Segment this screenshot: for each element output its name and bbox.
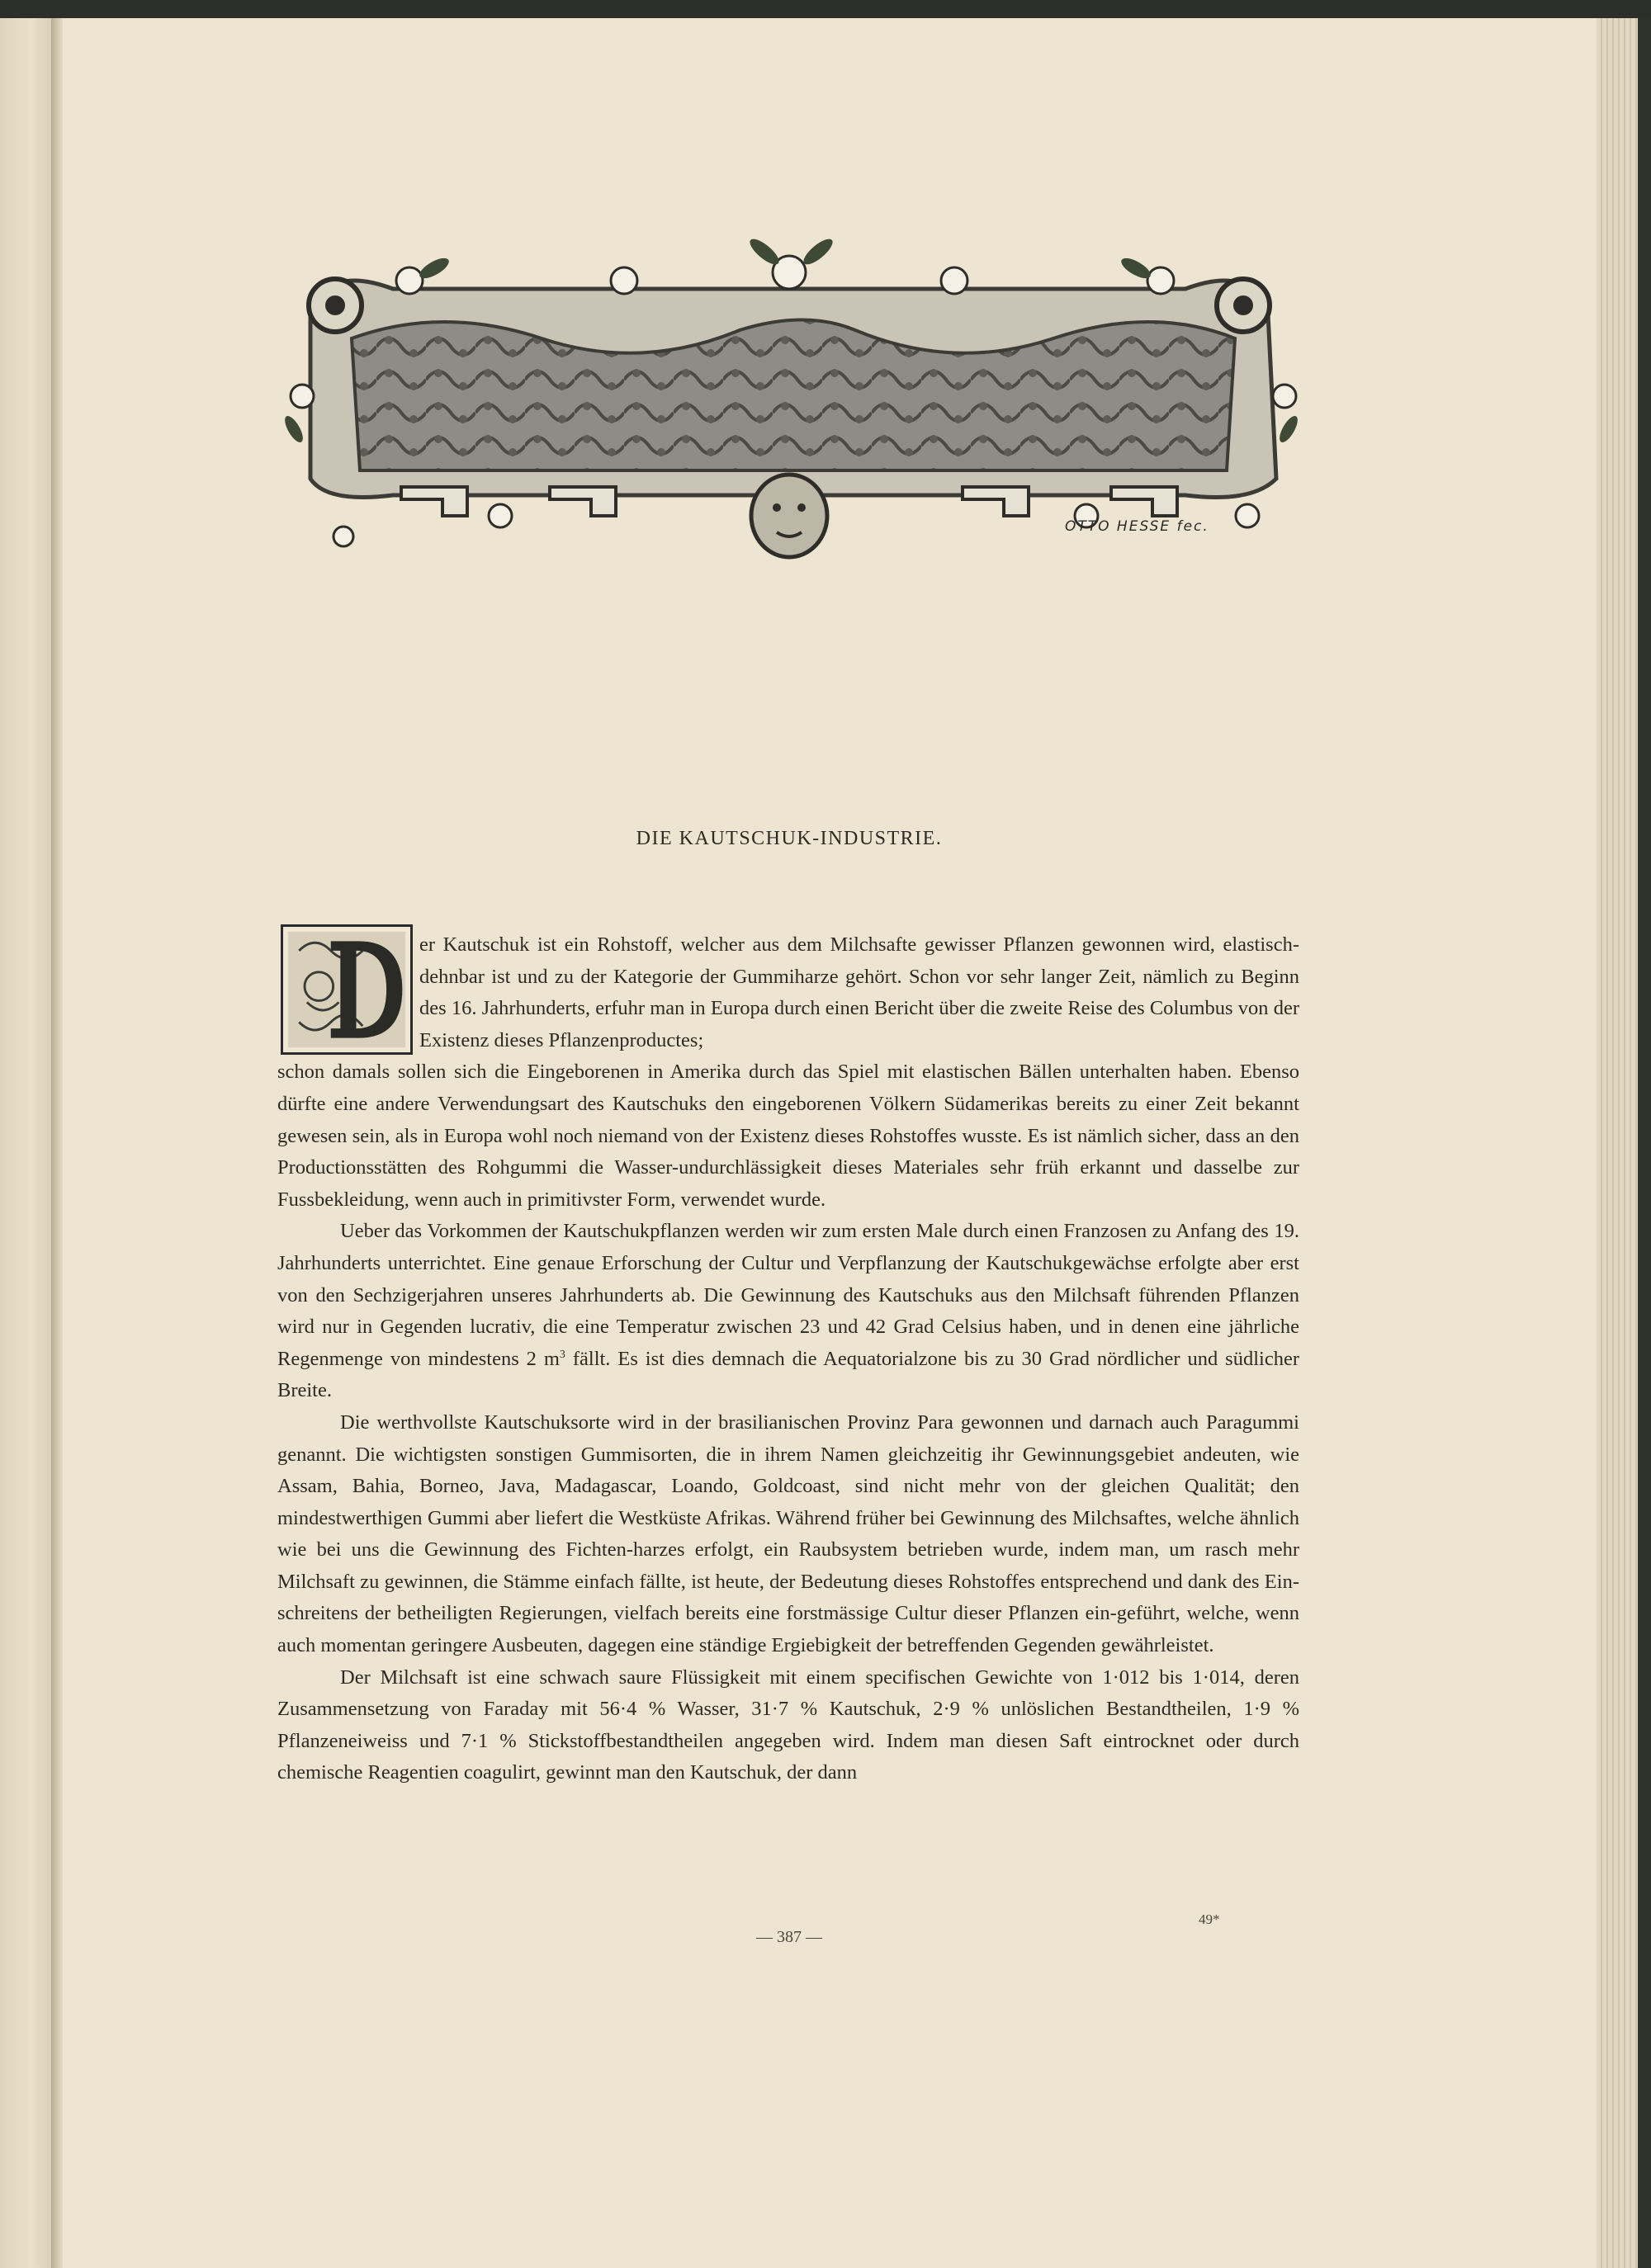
page-stack-edges xyxy=(1597,18,1651,2268)
paragraph-1-lead xyxy=(277,929,1299,1056)
printer-signature-mark: 49* xyxy=(1199,1911,1220,1927)
paragraph-2-text-a: Ueber das Vorkommen der Kautschukpflanzen werden wir zum ersten Male durch einen Franzosen zu Anfang des 19. Jahrhunderts unterrichtet. Eine genaue Erforschung der Cultur und Verpflanzung der Kautschukgewächse erfolgte aber erst von den Sechzigerjahren unseres Jahrhunderts ab. Die Gewinnung des Kautschuks aus den Milchsaft führenden Pflanzen wird nur in Gegenden lucrativ, die eine Temperatur zwischen 23 und 42 Grad Celsius haben, und in denen eine jährliche Regenmenge von mindestens 2 m xyxy=(277,1220,1299,1370)
paragraph-2-text-b: fällt. Es ist dies demnach die Aequatorialzone bis zu 30 Grad nördlicher und südlicher Breite. xyxy=(277,1347,1299,1402)
paragraph-2-superscript: 3 xyxy=(559,1348,565,1361)
chapter-title: DIE KAUTSCHUK-INDUSTRIE. xyxy=(636,828,943,849)
body-text xyxy=(277,929,1299,1789)
paragraph-2 xyxy=(277,1216,1299,1407)
book-gutter xyxy=(51,18,63,2268)
paragraph-1-lead-text: er Kautschuk ist ein Rohstoff, welcher aus dem Milchsafte gewisser Pflanzen gewonnen wird, elastisch-dehnbar ist und zu der Kategorie der Gummiharze gehört. Schon vor sehr langer Zeit, nämlich zu Beginn des 16. Jahrhunderts, erfuhr man in Europa durch einen Bericht über die zweite Reise des Columbus von der Existenz dieses Pflanzenproductes; xyxy=(419,933,1299,1051)
scanner-top-strip xyxy=(0,0,1651,18)
paragraph-4: Der Milchsaft ist eine schwach saure Flüssigkeit mit einem specifischen Gewichte von 1·012 bis 1·014, deren Zusammensetzung von Faraday mit 56·4 % Wasser, 31·7 % Kautschuk, 2·9 % unlöslichen Bestandtheilen, 1·9 % Pflanzeneiweiss und 7·1 % Stickstoffbestandtheilen angegeben wird. Indem man diesen Saft eintrocknet oder durch chemische Reagentien coagulirt, gewinnt man den Kautschuk, der dann xyxy=(277,1666,1299,1784)
engraver-signature: OTTO HESSE fec. xyxy=(1065,518,1209,535)
paragraph-1-rest: schon damals sollen sich die Eingeborenen in Amerika durch das Spiel mit elastischen Bällen unterhalten haben. Ebenso dürfte eine andere Verwendungsart des Kautschuks den eingeborenen Völkern Südamerikas bereits zu einer Zeit bekannt gewesen sein, als in Europa wohl noch niemand von der Existenz dieses Rohstoffes wusste. Es ist nämlich sicher, dass an den Productionsstätten des Rohgummi die Wasser-undurchlässigkeit dieses Materiales sehr früh erkannt und dasselbe zur Fussbekleidung, wenn auch in primitivster Form, verwendet wurde. xyxy=(277,1061,1299,1211)
previous-page-edge xyxy=(0,18,51,2268)
page-number: — 387 — xyxy=(756,1928,822,1946)
paragraph-3: Die werthvollste Kautschuksorte wird in der brasilianischen Provinz Para gewonnen und darnach auch Paragummi genannt. Die wichtigsten sonstigen Gummisorten, die in ihrem Namen gleichzeitig ihr Gewinnungsgebiet andeuten, wie Assam, Bahia, Borneo, Java, Madagascar, Loando, Goldcoast, sind nicht mehr von der gleichen Qualität; den mindestwerthigen Gummi aber liefert die Westküste Afrikas. Während früher bei Gewinnung des Milchsaftes, welche ähnlich wie bei uns die Gewinnung des Fichten-harzes erfolgt, ein Raubsystem betrieben wurde, indem man, um rasch mehr Milchsaft zu gewinnen, die Stämme einfach fällte, ist heute, der Bedeutung dieses Rohstoffes entsprechend und dank des Ein-schreitens der betheiligten Regierungen, vielfach bereits eine forstmässige Cultur dieser Pflanzen ein-geführt, welche, wenn auch momentan geringere Ausbeuten, dagegen eine ständige Ergiebigkeit der betreffenden Gegenden gewährleistet. xyxy=(277,1410,1299,1657)
